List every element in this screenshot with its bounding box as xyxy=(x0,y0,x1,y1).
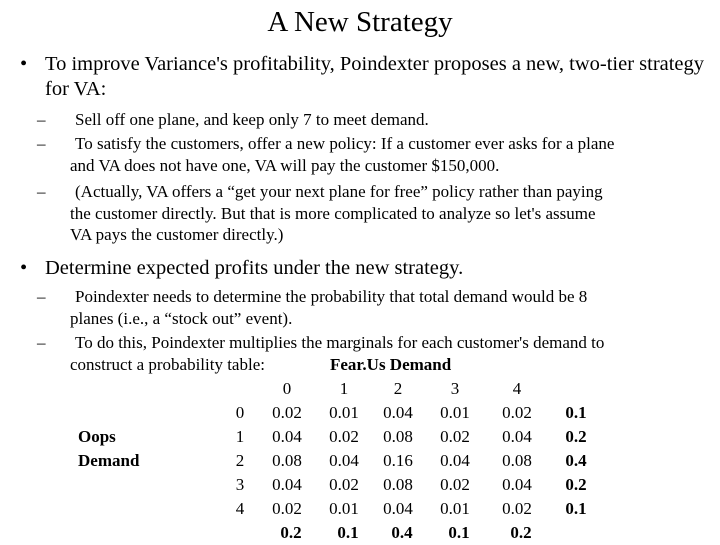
sub-line: VA pays the customer directly.) xyxy=(70,225,284,244)
sub-line: construct a probability table: xyxy=(70,354,265,374)
row-marginal: 0.4 xyxy=(565,451,587,470)
table-cell: 0.04 xyxy=(440,451,470,470)
bullet-text: To improve Variance's profitability, Poindexter proposes a new, two-tier strategy for VA: xyxy=(45,53,705,100)
column-marginal: 0.4 xyxy=(391,523,413,542)
table-cell: 0.04 xyxy=(272,475,302,494)
row-axis-label: Demand xyxy=(78,451,140,470)
table-cell: 0.02 xyxy=(329,475,359,494)
table-cell: 0.02 xyxy=(329,427,359,446)
table-caption: Fear.Us Demand xyxy=(330,355,452,374)
sub-dash: – xyxy=(37,182,46,201)
row-marginal: 0.2 xyxy=(565,475,587,494)
table-cell: 0.04 xyxy=(272,427,302,446)
sub-line: (Actually, VA offers a “get your next plane for free” policy rather than paying xyxy=(75,182,603,201)
table-cell: 0.01 xyxy=(329,403,359,422)
row-marginal: 0.1 xyxy=(565,403,587,422)
bullet-mark: • xyxy=(20,53,28,75)
sub-line: To satisfy the customers, offer a new policy: If a customer ever asks for a plane xyxy=(75,134,615,153)
sub-dash: – xyxy=(37,287,46,306)
column-marginal: 0.2 xyxy=(280,523,302,542)
row-marginal: 0.2 xyxy=(565,427,587,446)
table-cell: 0.04 xyxy=(502,427,532,446)
table-cell: 0.08 xyxy=(272,451,302,470)
table-cell: 0.02 xyxy=(272,499,302,518)
table-cell: 0.16 xyxy=(383,451,413,470)
table-cell: 0.08 xyxy=(383,475,413,494)
row-header: 3 xyxy=(235,475,245,494)
table-cell: 0.02 xyxy=(502,403,532,422)
table-cell: 0.01 xyxy=(440,403,470,422)
sub-dash: – xyxy=(37,134,46,153)
sub-line: the customer directly. But that is more complicated to analyze so let's assume xyxy=(70,203,596,223)
sub-dash: – xyxy=(37,110,46,129)
sub-line: To do this, Poindexter multiplies the marginals for each customer's demand to xyxy=(75,333,605,352)
column-header: 3 xyxy=(450,379,460,398)
bullet-text: Determine expected profits under the new strategy. xyxy=(45,257,464,279)
sub-line: and VA does not have one, VA will pay the customer $150,000. xyxy=(70,155,500,175)
column-header: 2 xyxy=(393,379,403,398)
table-cell: 0.02 xyxy=(502,499,532,518)
table-cell: 0.01 xyxy=(329,499,359,518)
column-header: 1 xyxy=(339,379,349,398)
table-cell: 0.04 xyxy=(383,499,413,518)
table-cell: 0.01 xyxy=(440,499,470,518)
row-header: 1 xyxy=(235,427,245,446)
table-cell: 0.04 xyxy=(383,403,413,422)
table-cell: 0.08 xyxy=(383,427,413,446)
sub-line: planes (i.e., a “stock out” event). xyxy=(70,308,293,328)
bullet-mark: • xyxy=(20,257,28,279)
row-header: 0 xyxy=(235,403,245,422)
row-marginal: 0.1 xyxy=(565,499,587,518)
column-marginal: 0.1 xyxy=(448,523,470,542)
sub-line: Sell off one plane, and keep only 7 to meet demand. xyxy=(75,110,429,129)
column-marginal: 0.1 xyxy=(337,523,359,542)
column-header: 4 xyxy=(512,379,522,398)
table-cell: 0.02 xyxy=(440,427,470,446)
row-axis-label: Oops xyxy=(78,427,116,446)
table-cell: 0.08 xyxy=(502,451,532,470)
sub-dash: – xyxy=(37,333,46,352)
sub-line: Poindexter needs to determine the probability that total demand would be 8 xyxy=(75,287,588,306)
row-header: 4 xyxy=(235,499,245,518)
table-cell: 0.04 xyxy=(502,475,532,494)
table-cell: 0.02 xyxy=(272,403,302,422)
slide-title: A New Strategy xyxy=(267,6,453,38)
column-header: 0 xyxy=(282,379,292,398)
table-cell: 0.04 xyxy=(329,451,359,470)
column-marginal: 0.2 xyxy=(510,523,532,542)
table-cell: 0.02 xyxy=(440,475,470,494)
row-header: 2 xyxy=(235,451,245,470)
